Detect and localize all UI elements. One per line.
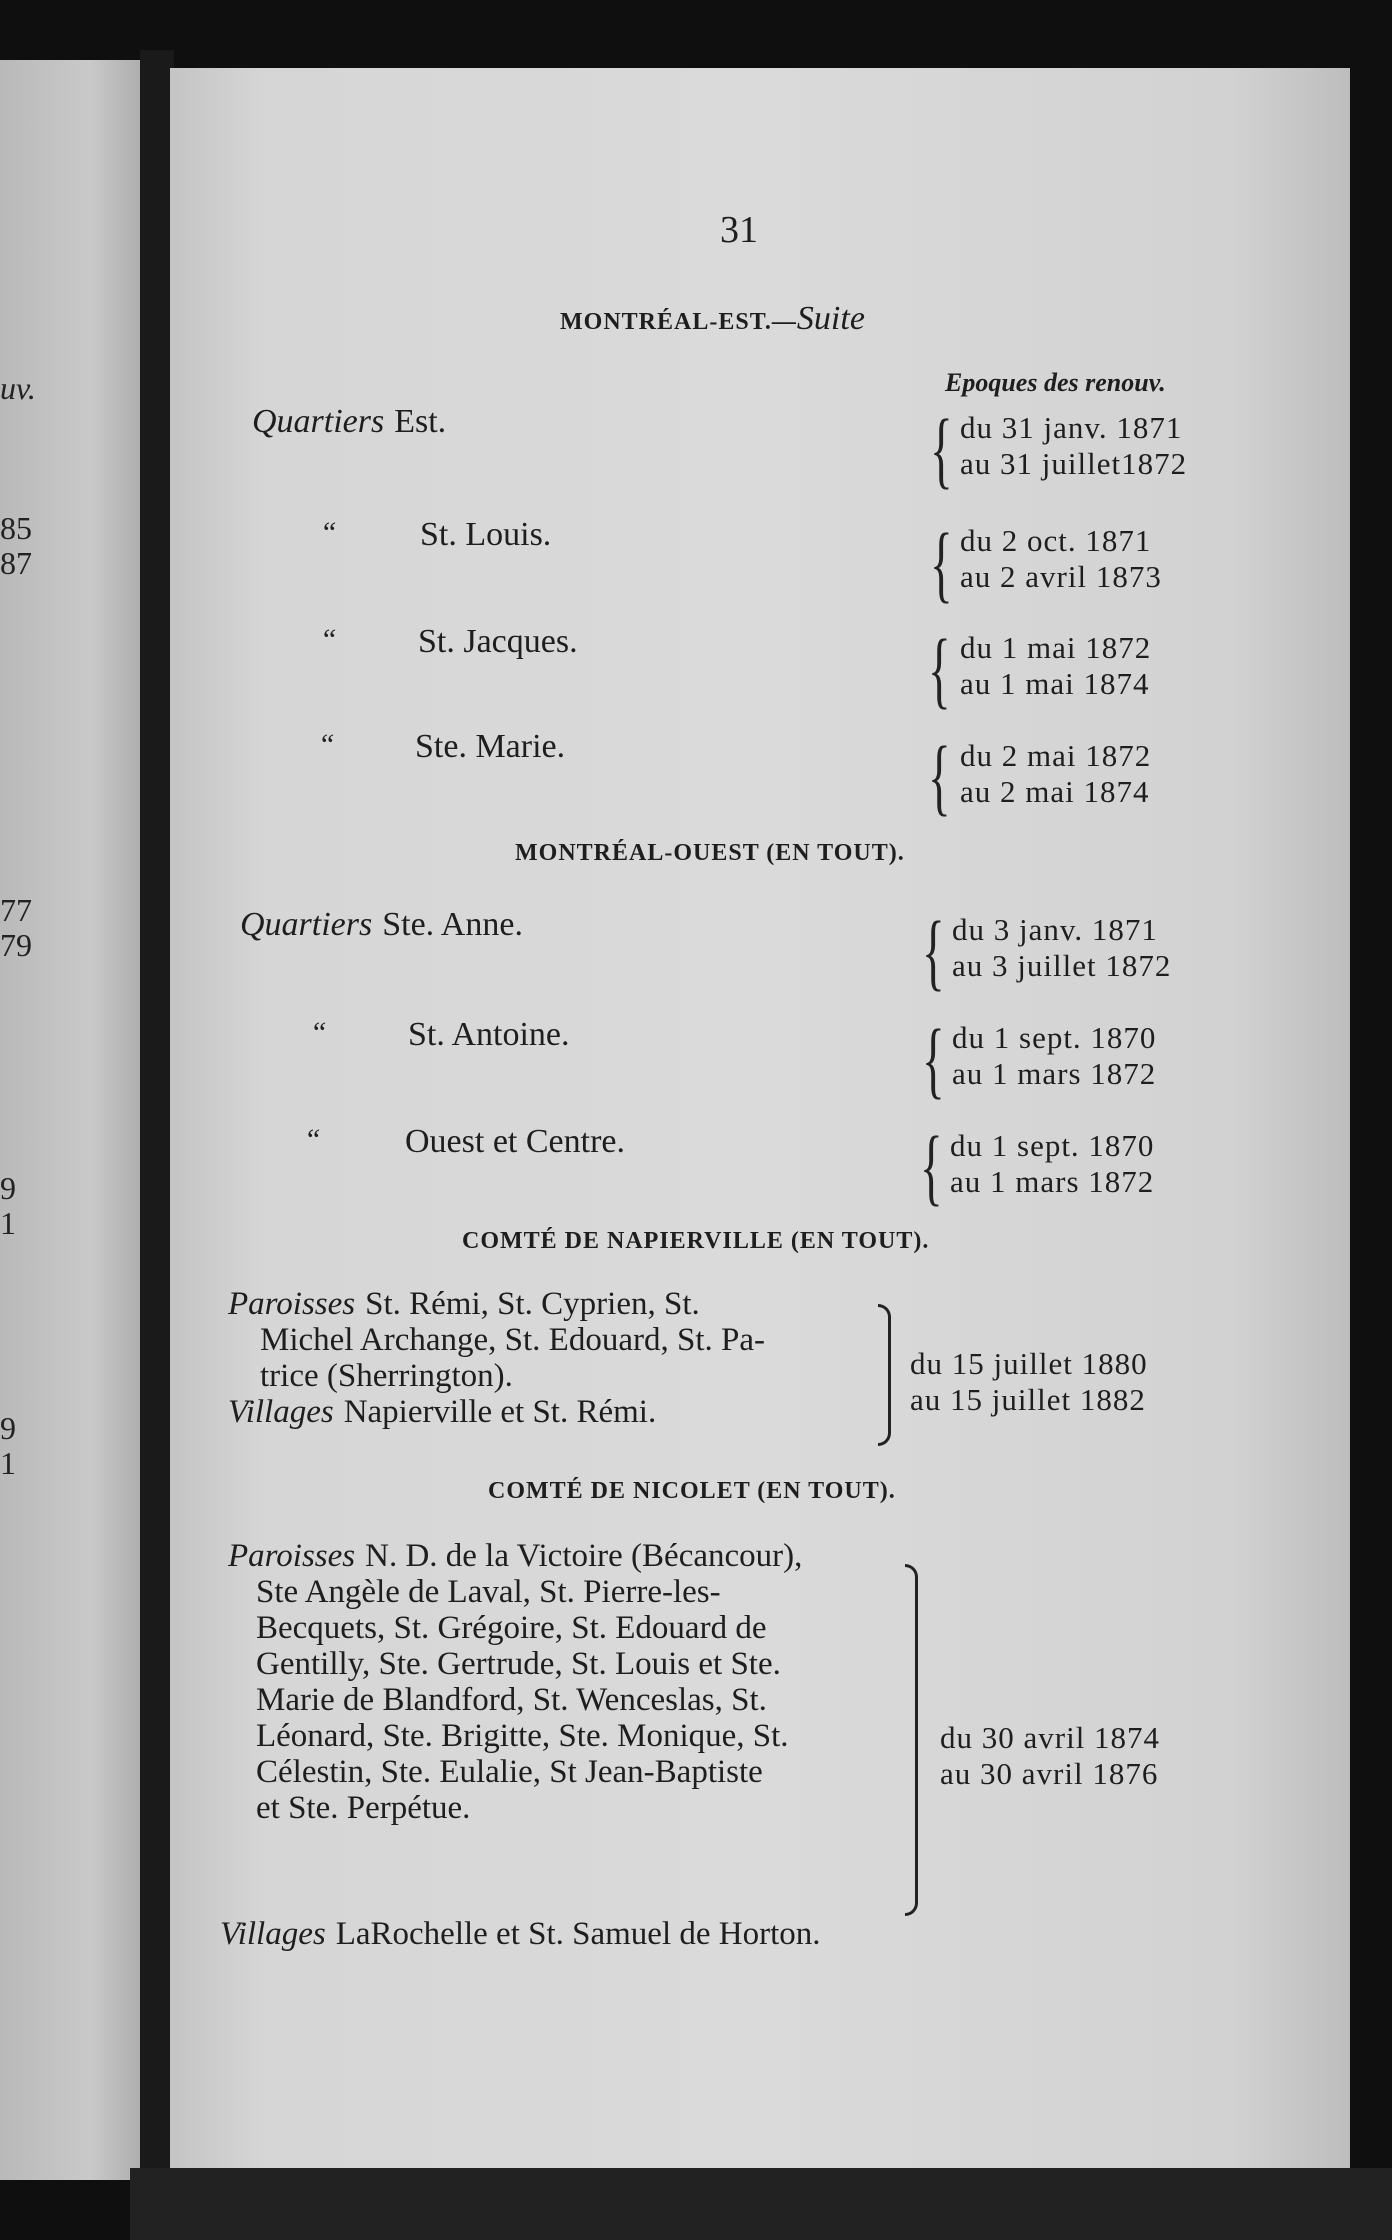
line-text: St. Rémi, St. Cyprien, St. (365, 1286, 700, 1322)
row-name: Est. (394, 403, 447, 440)
row-name: Ste. Marie. (415, 728, 566, 765)
date-range (950, 1128, 1154, 1200)
line-text: LaRochelle et St. Samuel de Horton. (335, 1916, 821, 1952)
date-range (960, 630, 1151, 702)
parish-list (228, 1286, 765, 1430)
left-page-edge (0, 60, 150, 2180)
ditto-mark: “ (320, 516, 337, 549)
date-from: du 30 avril 1874 (940, 1720, 1161, 1755)
list-line (228, 1394, 765, 1430)
heading-suffix: Suite (796, 300, 865, 337)
date-range (910, 1346, 1148, 1418)
list-line: trice (Sherrington). (260, 1358, 513, 1394)
date-to: au 1 mai 1874 (960, 666, 1150, 701)
date-to: au 1 mars 1872 (950, 1164, 1155, 1199)
date-to: au 31 juillet1872 (960, 446, 1188, 481)
date-from: du 2 mai 1872 (960, 738, 1152, 773)
list-line: et Ste. Perpétue. (256, 1790, 471, 1826)
left-fragment: 1 (0, 1445, 16, 1481)
ditto-mark: “ (304, 1123, 321, 1156)
column-header: Epoques des renouv. (945, 368, 1166, 397)
left-fragment: 9 (0, 1410, 16, 1446)
date-to: au 2 avril 1873 (960, 559, 1162, 594)
list-line (228, 1286, 765, 1322)
left-fragment: 77 (0, 892, 32, 928)
book-gutter (140, 50, 174, 2200)
list-line (228, 1538, 802, 1574)
date-range (960, 410, 1187, 482)
left-fragment: uv. (0, 370, 36, 406)
row-prefix: Quartiers (252, 403, 385, 440)
ditto-mark: “ (320, 623, 337, 656)
date-from: du 31 janv. 1871 (960, 410, 1183, 445)
bracket-icon (878, 1304, 891, 1446)
row-label (240, 906, 523, 944)
date-range (960, 738, 1151, 810)
list-line: Léonard, Ste. Brigitte, Ste. Monique, St. (256, 1718, 789, 1754)
line-prefix: Villages (228, 1394, 334, 1430)
brace-icon: { (930, 515, 953, 611)
date-to: au 3 juillet 1872 (952, 948, 1172, 983)
parish-list (228, 1538, 802, 1826)
line-text: N. D. de la Victoire (Bécancour), (365, 1538, 803, 1574)
list-line: Becquets, St. Grégoire, St. Edouard de (256, 1610, 767, 1646)
left-fragment: 85 (0, 510, 32, 546)
list-line: Ste Angèle de Laval, St. Pierre-les- (256, 1574, 721, 1610)
left-fragment: 9 (0, 1170, 16, 1206)
brace-icon: { (922, 903, 945, 999)
section-heading: COMTÉ DE NAPIERVILLE (EN TOUT). (462, 1228, 930, 1254)
heading-text: MONTRÉAL-EST.— (560, 309, 797, 335)
date-from: du 1 sept. 1870 (950, 1128, 1155, 1163)
row-name: St. Louis. (420, 516, 552, 553)
ditto-mark: “ (310, 1016, 327, 1049)
date-range (952, 912, 1171, 984)
left-fragment: 87 (0, 545, 32, 581)
date-from: du 2 oct. 1871 (960, 523, 1152, 558)
row-name: Ste. Anne. (382, 906, 523, 943)
line-prefix: Paroisses (228, 1286, 356, 1322)
date-to: au 1 mars 1872 (952, 1056, 1157, 1091)
left-fragment: 79 (0, 927, 32, 963)
date-range (960, 523, 1162, 595)
date-from: du 1 mai 1872 (960, 630, 1152, 665)
date-from: du 15 juillet 1880 (910, 1346, 1148, 1381)
villages-line (220, 1916, 821, 1952)
date-from: du 1 sept. 1870 (952, 1020, 1157, 1055)
row-name: St. Antoine. (408, 1016, 570, 1053)
page-number: 31 (720, 209, 758, 251)
date-from: du 3 janv. 1871 (952, 912, 1158, 947)
list-line: Gentilly, Ste. Gertrude, St. Louis et Ste. (256, 1646, 781, 1682)
line-text: Napierville et St. Rémi. (343, 1394, 657, 1430)
left-fragment: 1 (0, 1205, 16, 1241)
ditto-mark: “ (318, 728, 335, 761)
page-bottom-shadow (130, 2168, 1392, 2240)
brace-icon: { (930, 401, 953, 497)
line-prefix: Paroisses (228, 1538, 356, 1574)
row-name: St. Jacques. (418, 623, 578, 660)
date-range (952, 1020, 1156, 1092)
list-line: Célestin, Ste. Eulalie, St Jean-Baptiste (256, 1754, 763, 1790)
date-to: au 2 mai 1874 (960, 774, 1150, 809)
row-name: Ouest et Centre. (405, 1123, 625, 1160)
list-line: Marie de Blandford, St. Wenceslas, St. (256, 1682, 767, 1718)
row-label (252, 403, 446, 441)
section-heading (560, 300, 865, 338)
document-page (170, 68, 1350, 2168)
date-to: au 15 juillet 1882 (910, 1382, 1146, 1417)
bracket-icon (905, 1564, 918, 1916)
date-to: au 30 avril 1876 (940, 1756, 1159, 1791)
list-line: Michel Archange, St. Edouard, St. Pa- (260, 1322, 765, 1358)
brace-icon: { (920, 1118, 943, 1214)
line-prefix: Villages (220, 1916, 326, 1952)
brace-icon: { (922, 1011, 945, 1107)
brace-icon: { (928, 621, 951, 717)
brace-icon: { (928, 728, 951, 824)
section-heading: MONTRÉAL-OUEST (EN TOUT). (515, 840, 905, 866)
row-prefix: Quartiers (240, 906, 373, 943)
date-range (940, 1720, 1160, 1792)
section-heading: COMTÉ DE NICOLET (EN TOUT). (488, 1478, 896, 1504)
